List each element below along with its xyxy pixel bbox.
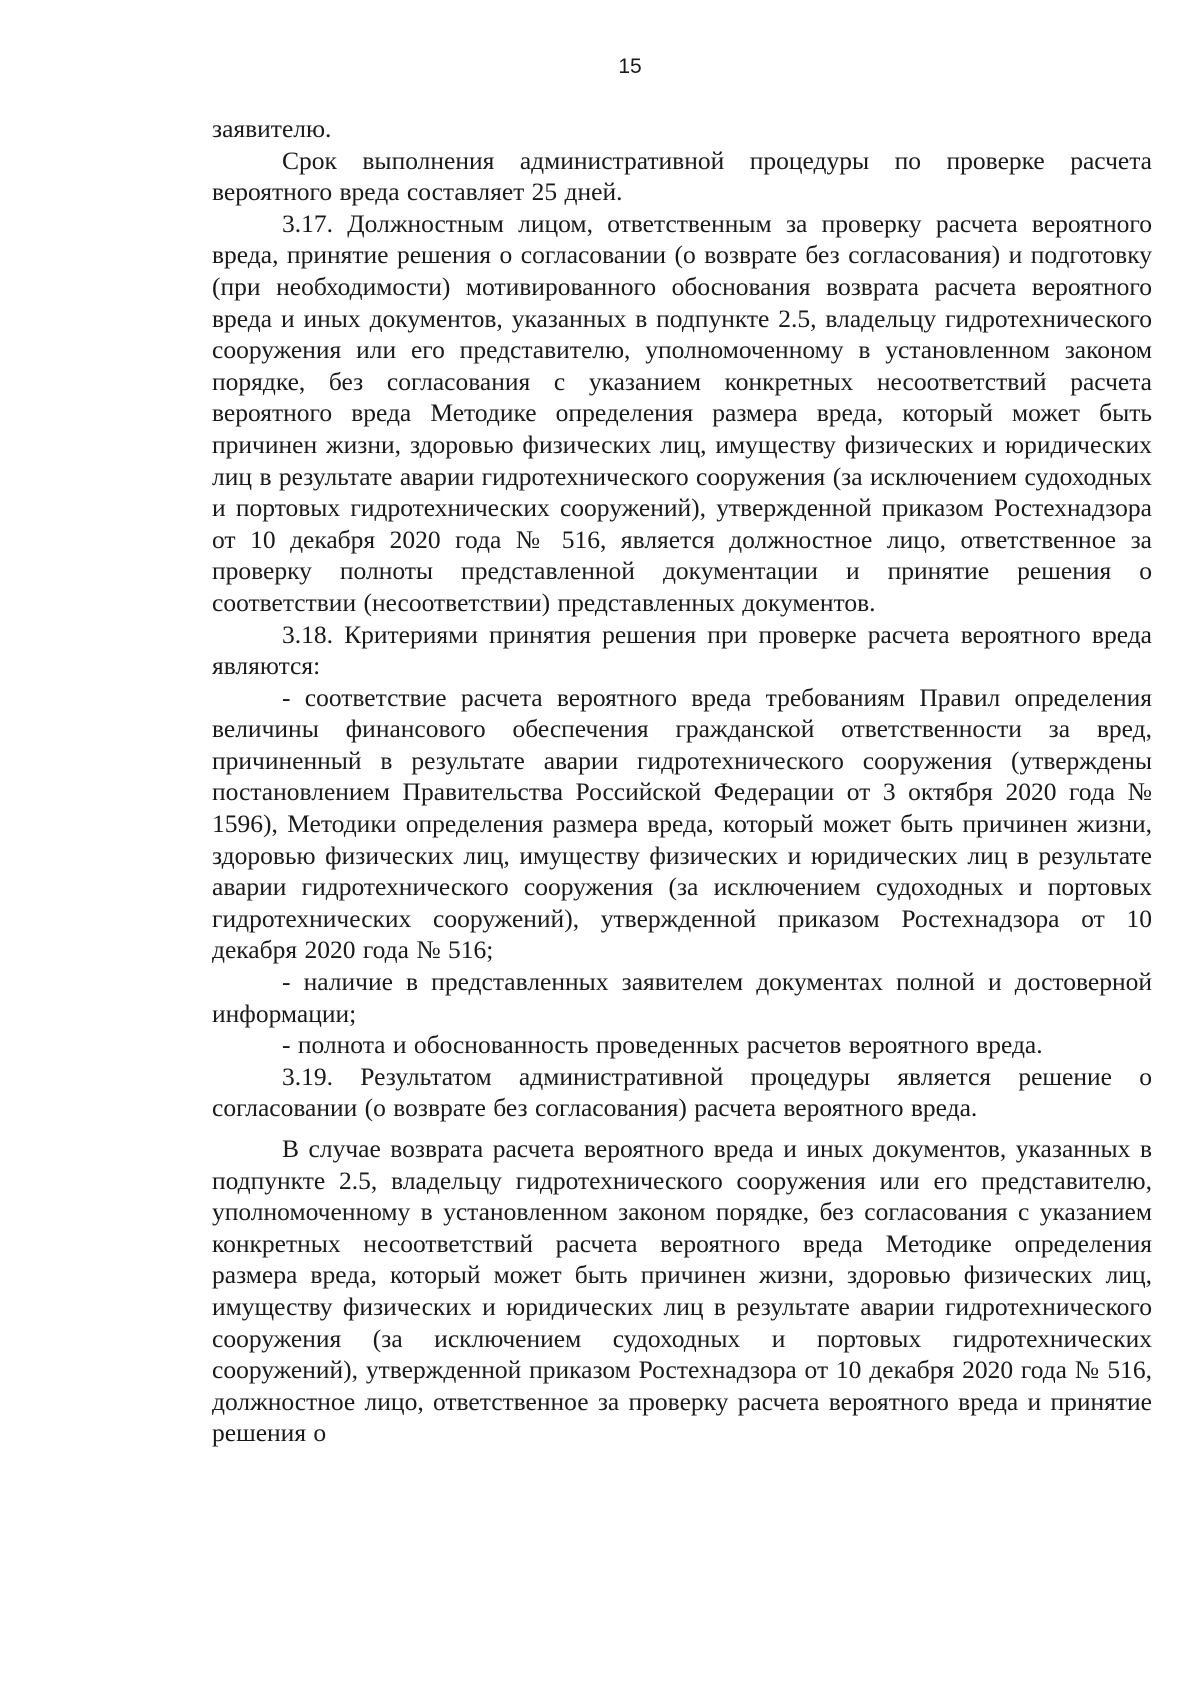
paragraph-3-17: 3.17. Должностным лицом, ответственным за проверку расчета вероятного вреда, принятие решения о согласовании (о возврате без согласования) и подготовку (при необходимости) мотивированного обоснования возврата расчета вероятного вреда и иных документов, указанных в подпункте 2.5, владельцу гидротехнического сооружения или его представителю, уполномоченному в установленном законом порядке, без согласования с указанием конкретных несоответствий расчета вероятного вреда Методике определения размера вреда, который может быть причинен жизни, здоровью физических лиц, имуществу физических и юридических лиц в результате аварии гидротехнического сооружения (за исключением судоходных и портовых гидротехнических сооружений), утвержденной приказом Ростехнадзора от 10 декабря 2020 года № 516, является должностное лицо, ответственное за проверку полноты представленной документации и принятие решения о соответствии (несоответствии) представленных документов. [212,208,1152,617]
paragraph-3-18: 3.18. Критериями принятия решения при проверке расчета вероятного вреда являются: [212,619,1152,681]
criteria-list-item-compliance: - соответствие расчета вероятного вреда требованиям Правил определения величины финансового обеспечения гражданской ответственности за вред, причиненный в результате аварии гидротехнического сооружения (утверждены постановлением Правительства Российской Федерации от 3 октября 2020 года № 1596), Методики определения размера вреда, который может быть причинен жизни, здоровью физических лиц, имуществу физических и юридических лиц в результате аварии гидротехнического сооружения (за исключением судоходных и портовых гидротехнических сооружений), утвержденной приказом Ростехнадзора от 10 декабря 2020 года № 516; [212,682,1152,965]
criteria-list-item-completeness: - полнота и обоснованность проведенных расчетов вероятного вреда. [282,1030,1043,1060]
criteria-list-item-information: - наличие в представленных заявителем документах полной и достоверной информации; [212,967,1152,1028]
document-body [212,113,1152,1449]
paragraph-procedure-term: Срок выполнения административной процедуры по проверке расчета вероятного вреда составляет 25 дней. [212,145,1152,207]
paragraph-continuation: заявителю. [212,114,332,143]
paragraph-return-case: В случае возврата расчета вероятного вреда и иных документов, указанных в подпункте 2.5, владельцу гидротехнического сооружения или его представителю, уполномоченному в установленном законом порядке, без согласования с указанием конкретных несоответствий расчета вероятного вреда Методике определения размера вреда, который может быть причинен жизни, здоровью физических лиц, имуществу физических и юридических лиц в результате аварии гидротехнического сооружения (за исключением судоходных и портовых гидротехнических сооружений), утвержденной приказом Ростехнадзора от 10 декабря 2020 года № 516, должностное лицо, ответственное за проверку расчета вероятного вреда и принятие решения о [212,1134,1152,1448]
page-number: 15 [618,55,642,78]
paragraph-3-19: 3.19. Результатом административной процедуры является решение о согласовании (о возврате без согласования) расчета вероятного вреда. [212,1061,1152,1123]
